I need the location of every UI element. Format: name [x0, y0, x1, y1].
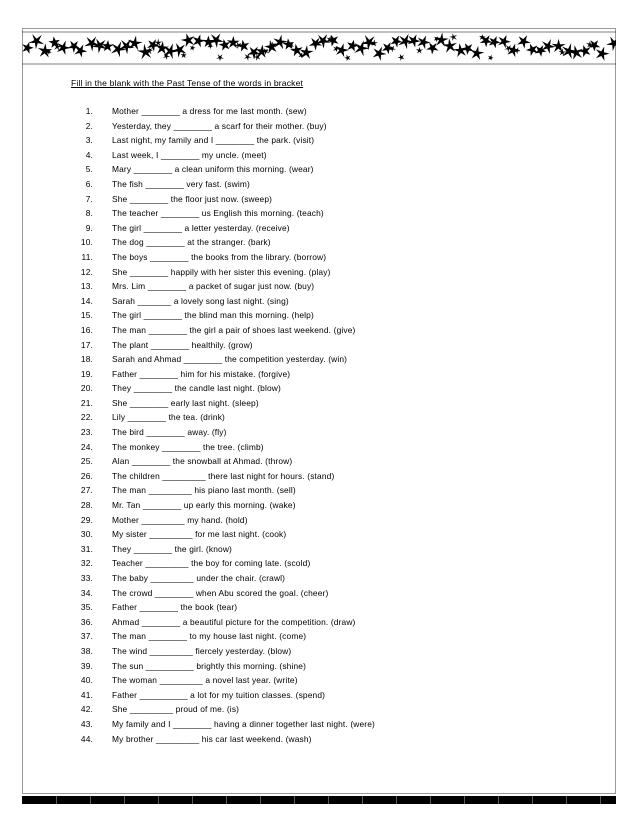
question-number: 24. — [80, 441, 93, 452]
question-item — [62, 527, 582, 542]
question-text: My brother _________ his car last weekend. (wash) — [112, 733, 312, 744]
question-item — [62, 177, 582, 192]
question-item — [62, 104, 582, 119]
question-number: 3. — [85, 135, 93, 146]
question-number: 37. — [80, 631, 93, 642]
question-item — [62, 279, 582, 294]
worksheet — [62, 78, 582, 746]
bottom-border — [22, 796, 616, 804]
question-text: The boys ________ the books from the library. (borrow) — [112, 251, 327, 262]
question-text: Teacher _________ the boy for coming late. (scold) — [112, 558, 311, 569]
question-item — [62, 600, 582, 615]
question-item — [62, 571, 582, 586]
question-number: 27. — [80, 485, 93, 496]
question-number: 16. — [80, 324, 93, 335]
question-number: 29. — [80, 514, 93, 525]
question-item — [62, 425, 582, 440]
question-item — [62, 483, 582, 498]
question-item — [62, 352, 582, 367]
question-item — [62, 732, 582, 747]
question-number: 33. — [80, 573, 93, 583]
question-item — [62, 367, 582, 382]
question-number: 40. — [80, 675, 93, 686]
question-item — [62, 542, 582, 557]
question-text: Mrs. Lim ________ a packet of sugar just now. (buy) — [112, 281, 315, 292]
question-text: Lily ________ the tea. (drink) — [112, 412, 225, 423]
question-number: 8. — [85, 208, 93, 219]
question-text: The man _________ his piano last month. (sell) — [112, 485, 296, 496]
question-number: 34. — [80, 587, 93, 598]
question-number: 11. — [81, 251, 93, 262]
question-text: The man ________ to my house last night. (come) — [112, 631, 307, 642]
question-item — [62, 119, 582, 134]
question-text: She ________ happily with her sister this evening. (play) — [112, 266, 331, 277]
question-item — [62, 265, 582, 280]
question-item — [62, 410, 582, 425]
question-number: 5. — [85, 164, 93, 175]
question-text: Alan ________ the snowball at Ahmad. (throw) — [112, 456, 293, 467]
question-item — [62, 308, 582, 323]
question-text: She ________ the floor just now. (sweep) — [112, 193, 273, 204]
question-text: The monkey ________ the tree. (climb) — [112, 441, 264, 452]
question-number: 32. — [80, 558, 93, 569]
question-item — [62, 250, 582, 265]
question-number: 1. — [85, 106, 93, 116]
question-number: 18. — [80, 354, 93, 365]
question-item — [62, 615, 582, 630]
question-text: The girl ________ the blind man this morning. (help) — [112, 310, 314, 321]
question-item — [62, 162, 582, 177]
question-text: The crowd ________ when Abu scored the goal. (cheer) — [112, 587, 329, 598]
question-item — [62, 323, 582, 338]
question-text: Father ________ him for his mistake. (forgive) — [112, 368, 291, 379]
question-number: 35. — [80, 602, 93, 613]
question-text: The man ________ the girl a pair of shoes last weekend. (give) — [112, 324, 356, 335]
star-border-graphic — [22, 30, 616, 66]
question-text: My sister _________ for me last night. (cook) — [112, 529, 287, 540]
question-item — [62, 513, 582, 528]
question-item — [62, 498, 582, 513]
question-number: 42. — [80, 704, 93, 715]
question-item — [62, 133, 582, 148]
question-text: Mr. Tan ________ up early this morning. (wake) — [112, 500, 296, 511]
question-number: 41. — [80, 689, 93, 700]
question-text: Mary ________ a clean uniform this morning. (wear) — [112, 164, 314, 175]
question-item — [62, 148, 582, 163]
question-text: Sarah _______ a lovely song last night. (sing) — [112, 295, 289, 306]
instructions: Fill in the blank with the Past Tense of the words in bracket — [71, 78, 304, 88]
question-item — [62, 644, 582, 659]
question-text: Mother ________ a dress for me last month. (sew) — [112, 106, 307, 116]
question-number: 7. — [85, 193, 93, 204]
question-text: Last week, I ________ my uncle. (meet) — [112, 149, 267, 160]
question-number: 36. — [80, 616, 93, 627]
question-item — [62, 673, 582, 688]
question-number: 2. — [85, 120, 93, 131]
question-number: 13. — [80, 281, 93, 292]
question-item — [62, 717, 582, 732]
question-number: 6. — [85, 178, 93, 189]
question-text: She ________ early last night. (sleep) — [112, 397, 259, 408]
question-number: 22. — [80, 412, 93, 423]
question-text: Sarah and Ahmad ________ the competition yesterday. (win) — [112, 354, 348, 365]
question-item — [62, 629, 582, 644]
question-text: The dog ________ at the stranger. (bark) — [112, 237, 271, 248]
question-number: 4. — [85, 149, 93, 160]
question-number: 9. — [85, 222, 93, 233]
question-text: The woman _________ a novel last year. (write) — [112, 675, 298, 686]
question-item — [62, 688, 582, 703]
question-text: My family and I ________ having a dinner together last night. (were) — [112, 718, 375, 729]
question-item — [62, 192, 582, 207]
question-item — [62, 381, 582, 396]
question-item — [62, 206, 582, 221]
question-text: Father __________ a lot for my tuition classes. (spend) — [112, 689, 326, 700]
question-text: Last night, my family and I ________ the park. (visit) — [112, 135, 315, 146]
question-text: The teacher ________ us English this morning. (teach) — [112, 208, 324, 219]
question-item — [62, 556, 582, 571]
question-text: The plant ________ healthily. (grow) — [112, 339, 253, 350]
question-number: 12. — [80, 266, 93, 277]
question-text: The wind _________ fiercely yesterday. (blow) — [112, 645, 292, 656]
question-item — [62, 659, 582, 674]
question-number: 28. — [80, 500, 93, 511]
question-number: 43. — [80, 718, 93, 729]
question-number: 19. — [80, 368, 93, 379]
question-item — [62, 221, 582, 236]
question-text: Ahmad ________ a beautiful picture for the competition. (draw) — [112, 616, 356, 627]
question-number: 23. — [80, 427, 93, 438]
question-text: The bird ________ away. (fly) — [112, 427, 227, 438]
question-item — [62, 440, 582, 455]
question-number: 20. — [80, 383, 93, 394]
question-text: Yesterday, they ________ a scarf for their mother. (buy) — [112, 120, 327, 131]
question-text: The girl ________ a letter yesterday. (receive) — [112, 222, 290, 233]
question-list — [62, 104, 582, 746]
question-number: 44. — [80, 733, 93, 744]
question-text: The sun __________ brightly this morning. (shine) — [112, 660, 307, 671]
question-item — [62, 586, 582, 601]
question-number: 26. — [80, 470, 93, 481]
question-number: 31. — [80, 543, 93, 554]
question-text: She _________ proud of me. (is) — [112, 704, 240, 715]
question-item — [62, 702, 582, 717]
question-number: 30. — [80, 529, 93, 540]
question-number: 17. — [80, 339, 93, 350]
question-item — [62, 235, 582, 250]
question-text: Mother _________ my hand. (hold) — [112, 514, 248, 525]
question-item — [62, 396, 582, 411]
question-number: 39. — [80, 660, 93, 671]
question-number: 14. — [80, 295, 93, 306]
question-text: They ________ the candle last night. (blow) — [112, 383, 281, 394]
question-number: 25. — [80, 456, 93, 467]
question-text: The children _________ there last night for hours. (stand) — [112, 470, 335, 481]
question-number: 10. — [80, 237, 93, 248]
question-number: 15. — [80, 310, 93, 321]
question-number: 21. — [80, 397, 93, 408]
question-text: They ________ the girl. (know) — [112, 543, 232, 554]
question-item — [62, 469, 582, 484]
question-number: 38. — [80, 645, 93, 656]
question-text: The fish ________ very fast. (swim) — [112, 178, 250, 189]
star-border — [22, 30, 616, 66]
question-text: The baby _________ under the chair. (crawl) — [112, 573, 286, 583]
question-item — [62, 294, 582, 309]
question-item — [62, 454, 582, 469]
question-item — [62, 338, 582, 353]
question-text: Father ________ the book (tear) — [112, 602, 238, 613]
